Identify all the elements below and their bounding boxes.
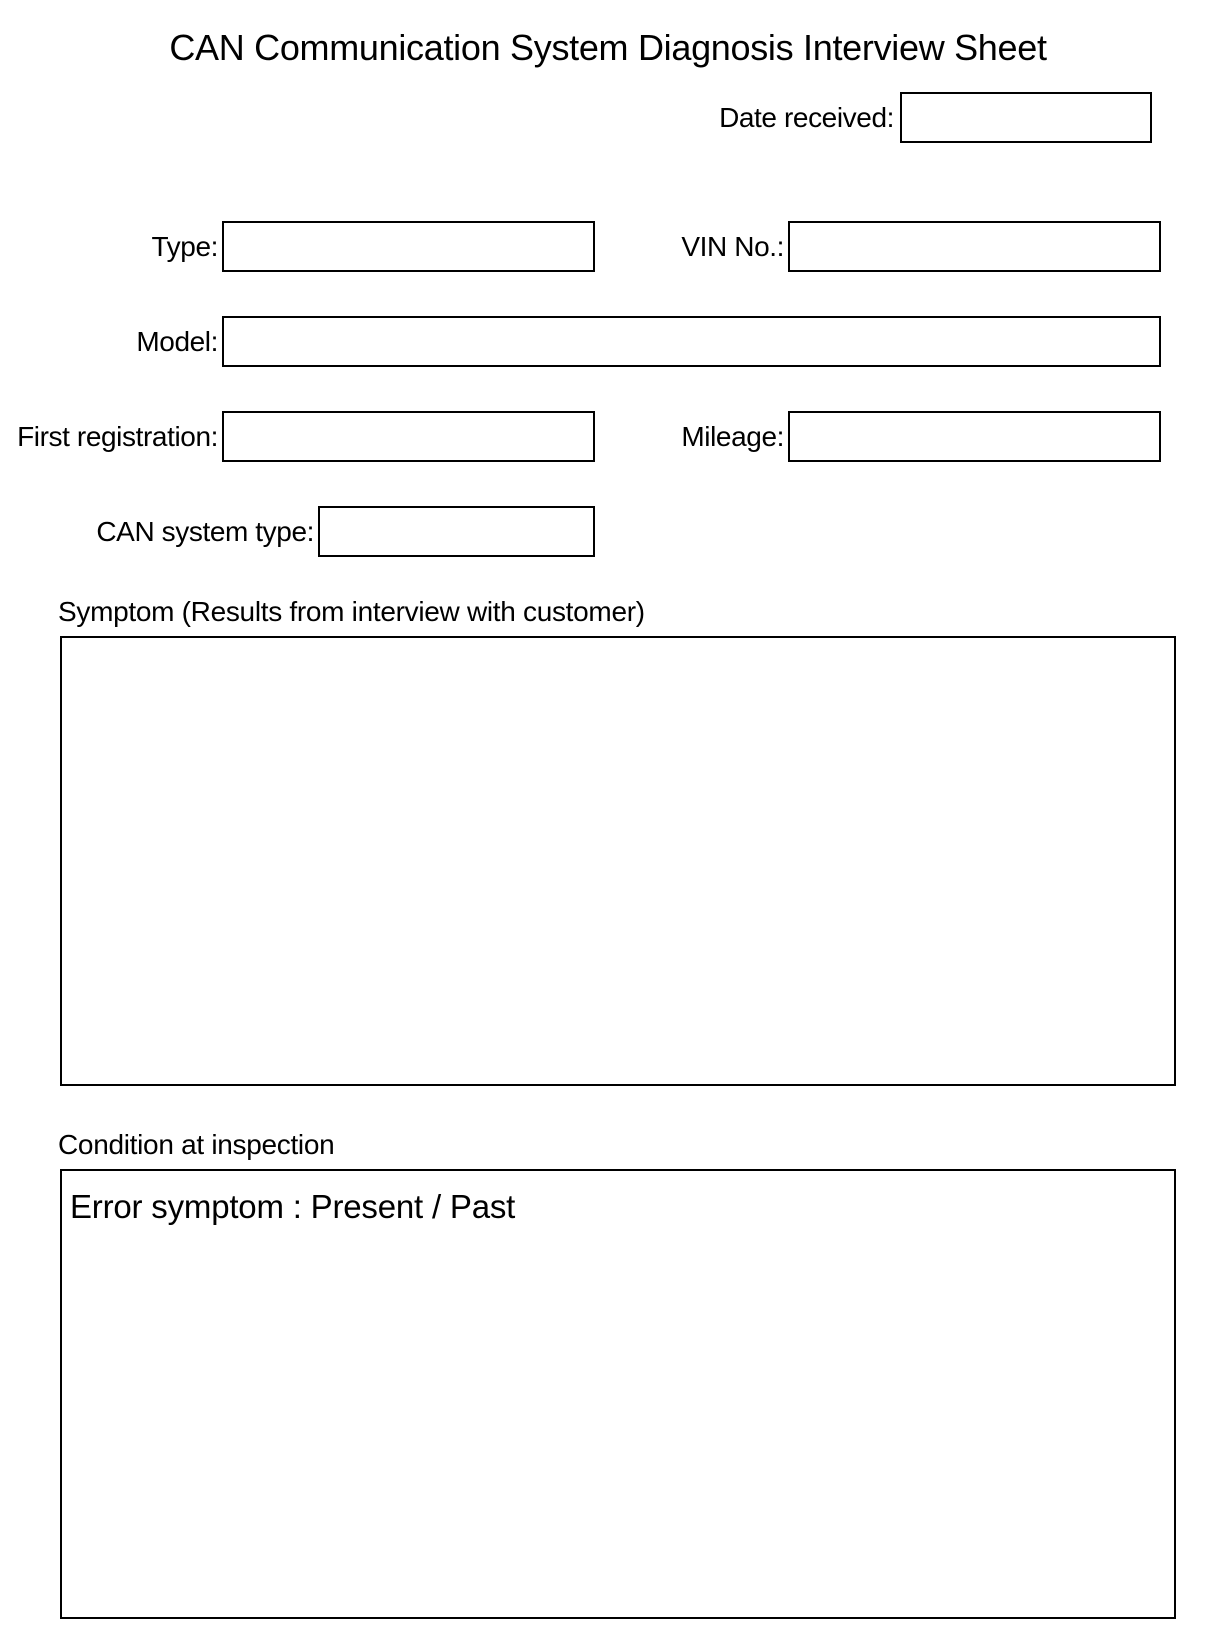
date-received-label: Date received:: [719, 102, 894, 133]
date-received-field[interactable]: [900, 92, 1152, 143]
model-field[interactable]: [222, 316, 1161, 367]
first-registration-label: First registration:: [17, 421, 218, 452]
type-field[interactable]: [222, 221, 595, 272]
can-system-type-field[interactable]: [318, 506, 595, 557]
mileage-label: Mileage:: [681, 421, 784, 452]
condition-textarea[interactable]: [60, 1169, 1176, 1619]
model-label: Model:: [136, 326, 218, 357]
type-label: Type:: [151, 231, 218, 262]
first-registration-field[interactable]: [222, 411, 595, 462]
error-symptom-text: Error symptom : Present / Past: [70, 1188, 516, 1225]
symptom-section-label: Symptom (Results from interview with customer): [58, 596, 645, 627]
symptom-textarea[interactable]: [60, 636, 1176, 1086]
condition-section-label: Condition at inspection: [58, 1129, 335, 1160]
mileage-field[interactable]: [788, 411, 1161, 462]
vin-no-label: VIN No.:: [681, 231, 784, 262]
can-system-type-label: CAN system type:: [96, 516, 314, 547]
page-title: CAN Communication System Diagnosis Interview Sheet: [169, 27, 1047, 68]
vin-no-field[interactable]: [788, 221, 1161, 272]
